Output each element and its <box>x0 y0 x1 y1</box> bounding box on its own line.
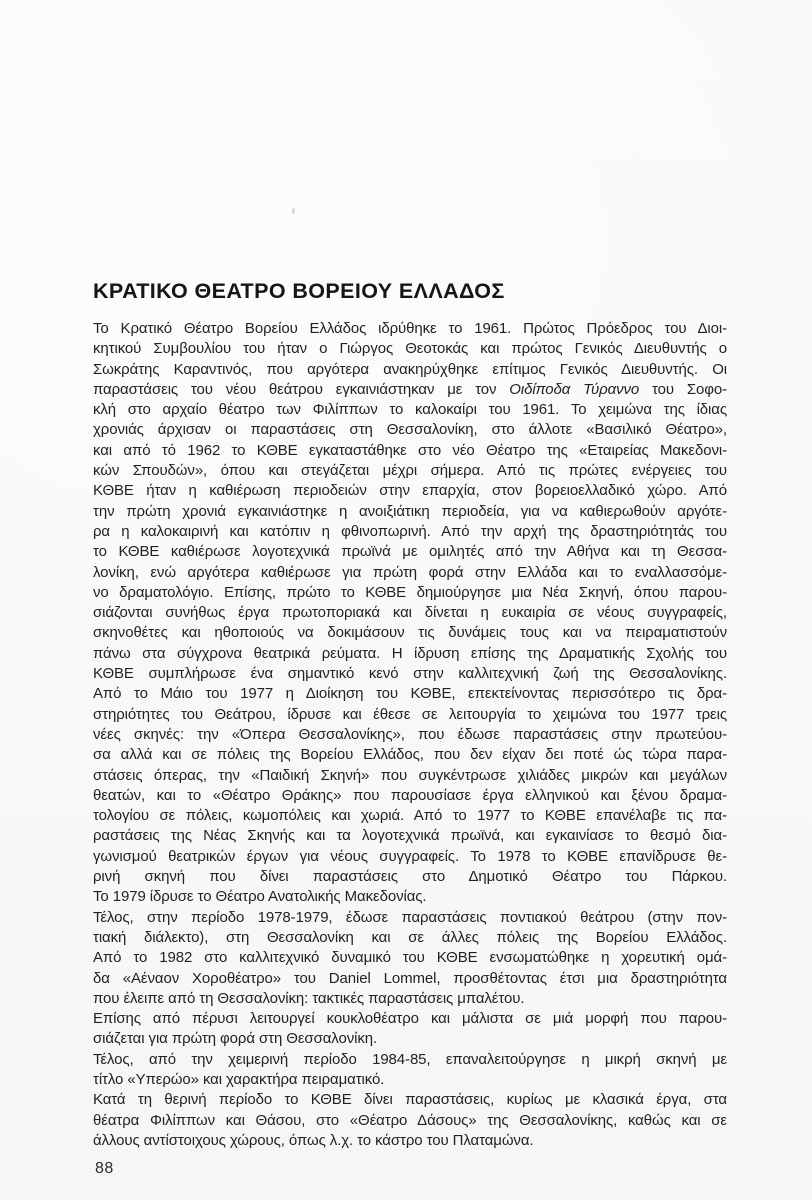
text-line: πάνω στα σύγχρονα θεατρικά ρεύματα. Η ίδρυση επίσης της Δραματικής Σχολής του <box>93 644 727 662</box>
text-line: κητικού Συμβουλίου του ήταν ο Γιώργος Θεοτοκάς και πρώτος Γενικός Διευθυντής ο <box>93 340 727 358</box>
body-text <box>93 319 727 1151</box>
text-line: τίτλο «Υπερώο» και χαρακτήρα πειραματικό. <box>93 1070 385 1088</box>
text-line: χρονιάς άρχισαν οι παραστάσεις στη Θεσσαλονίκη, στο άλλοτε «Βασιλικό Θέατρο», <box>93 421 727 439</box>
text-line: κών Σπουδών», όπου και στεγάζεται μέχρι σήμερα. Από τις πρώτες ενέργειες του <box>93 462 727 480</box>
text-line: θέατρα Φιλίππων και Θάσου, στο «Θέατρο Δάσους» της Θεσσαλονίκης, καθώς και σε <box>93 1111 727 1129</box>
text-line: Επίσης από πέρυσι λειτουργεί κουκλοθέατρο και μάλιστα σε μιά μορφή που παρου- <box>93 1010 727 1028</box>
page-number: 88 <box>95 1160 114 1177</box>
text-line: τιακή διάλεκτο), στη Θεσσαλονίκη και σε άλλες πόλεις της Βορείου Ελλάδος. <box>93 928 727 946</box>
text-line: το ΚΘΒΕ καθιέρωσε λογοτεχνικά πρωϊνά με ομιλητές από την Αθήνα και τη Θεσσα- <box>93 543 727 561</box>
text-line: νο δραματολόγιο. Επίσης, πρώτο το ΚΘΒΕ δημιούργησε μια Νέα Σκηνή, όπου παρου- <box>93 583 727 601</box>
text-line: Από το 1982 στο καλλιτεχνικό δυναμικό του ΚΘΒΕ ενσωματώθηκε η χορευτική ομά- <box>93 949 727 967</box>
text-line: στάσεις όπερας, την «Παιδική Σκηνή» που συγκέντρωσε χιλιάδες μικρών και μεγάλων <box>93 766 727 784</box>
text-line: Σωκράτης Καραντινός, που αργότερα ανακηρύχθηκε επίτιμος Γενικός Διευθυντής. Οι <box>93 360 727 378</box>
text-line: και από τό 1962 το ΚΘΒΕ εγκαταστάθηκε στο νέο Θέατρο της «Εταιρείας Μακεδονι- <box>93 441 727 459</box>
text-line: νέες σκηνές: την «Όπερα Θεσσαλονίκης», που έδωσε παραστάσεις στην πρωτεύου- <box>93 725 727 743</box>
scan-artifact <box>292 208 295 214</box>
text-line: την πρώτη χρονιά εγκαινιάστηκε η ανοιξιάτικη περιοδεία, για να καθιερωθούν αργότε- <box>93 502 727 520</box>
text-line: ρινή σκηνή που δίνει παραστάσεις στο Δημοτικό Θέατρο του Πάρκου. <box>93 868 727 886</box>
text-line: Το Κρατικό Θέατρο Βορείου Ελλάδος ιδρύθηκε το 1961. Πρώτος Πρόεδρος του Διοι- <box>93 320 727 337</box>
text-line: σιάζεται για πρώτη φορά στη Θεσσαλονίκη. <box>93 1030 378 1048</box>
text-line: Κατά τη θερινή περίοδο το ΚΘΒΕ δίνει παραστάσεις, κυρίως με κλασικά έργα, στα <box>93 1091 727 1109</box>
text-line: σιάζονται συνήθως έργα πρωτοποριακά και δίνεται η ευκαιρία σε νέους συγγραφείς, <box>93 604 727 622</box>
text-line: σα αλλά και σε πόλεις της Βορείου Ελλάδος, που δεν είχαν δει ποτέ ώς τώρα παρα- <box>93 746 727 764</box>
text-line: άλλους αντίστοιχους χώρους, όπως λ.χ. το κάστρο του Πλαταμώνα. <box>93 1131 534 1149</box>
text-line: που έλειπε από τη Θεσσαλονίκη: τακτικές παραστάσεις μπαλέτου. <box>93 989 525 1007</box>
text-line: στηριότητες του Θεάτρου, ίδρυσε και έθεσε σε λειτουργία το χειμώνα του 1977 τρεις <box>93 705 727 723</box>
text-line: γωνισμού θεατρικών έργων για νέους συγγραφείς. Το 1978 το ΚΘΒΕ επανίδρυσε θε- <box>93 847 727 865</box>
text-line: ΚΘΒΕ ήταν η καθιέρωση περιοδειών στην επαρχία, στον βορειοελλαδικό χώρο. Από <box>93 482 727 500</box>
text-line: σκηνοθέτες και ηθοποιούς να δοκιμάσουν τις δυνάμεις τους και να πειραματιστούν <box>93 624 727 642</box>
text-line: Από το Μάιο του 1977 η Διοίκηση του ΚΘΒΕ, επεκτείνοντας περισσότερο τις δρα- <box>93 685 727 703</box>
text-line: ρα η καλοκαιρινή και κατόπιν η φθινοπωρινή. Από την αρχή της δραστηριότητάς του <box>93 522 727 540</box>
text-line: ΚΘΒΕ συμπλήρωσε ένα σημαντικό κενό στην καλλιτεχνική ζωή της Θεσσαλονίκης. <box>93 665 727 683</box>
text-line: παραστάσεις του νέου θεάτρου εγκαινιάστηκαν με τον Οιδίποδα Τύραννο του Σοφο- <box>93 380 727 398</box>
text-line: κλή στο αρχαίο θέατρο των Φιλίππων το καλοκαίρι του 1961. Το χειμώνα της ίδιας <box>93 401 727 419</box>
text-line: Τέλος, από την χειμερινή περίοδο 1984-85, επαναλειτούργησε η μικρή σκηνή με <box>93 1050 727 1068</box>
text-line: τολογίου σε πόλεις, κωμοπόλεις και χωριά. Από το 1977 το ΚΘΒΕ επανέλαβε τις πα- <box>93 807 727 825</box>
text-line: ραστάσεις της Νέας Σκηνής και τα λογοτεχνικά πρωϊνά, και εγκαινίασε το θεσμό δια- <box>93 827 727 845</box>
text-line: θεατών, και το «Θέατρο Θράκης» που παρουσίασε έργα ελληνικού και ξένου δραμα- <box>93 786 727 804</box>
text-line: Το 1979 ίδρυσε το Θέατρο Ανατολικής Μακεδονίας. <box>93 888 427 906</box>
text-line: δα «Αέναον Χοροθέατρο» του Daniel Lommel, προσθέτοντας έτσι μια δραστηριότητα <box>93 969 727 987</box>
text-line: Τέλος, στην περίοδο 1978-1979, έδωσε παραστάσεις ποντιακού θεάτρου (στην πον- <box>93 908 727 926</box>
page-title: ΚΡΑΤΙΚΟ ΘΕΑΤΡΟ ΒΟΡΕΙΟΥ ΕΛΛΑΔΟΣ <box>93 279 505 303</box>
text-line: λονίκη, ενώ αργότερα καθιέρωσε για πρώτη φορά στην Ελλάδα και το εναλλασσόμε- <box>93 563 727 581</box>
